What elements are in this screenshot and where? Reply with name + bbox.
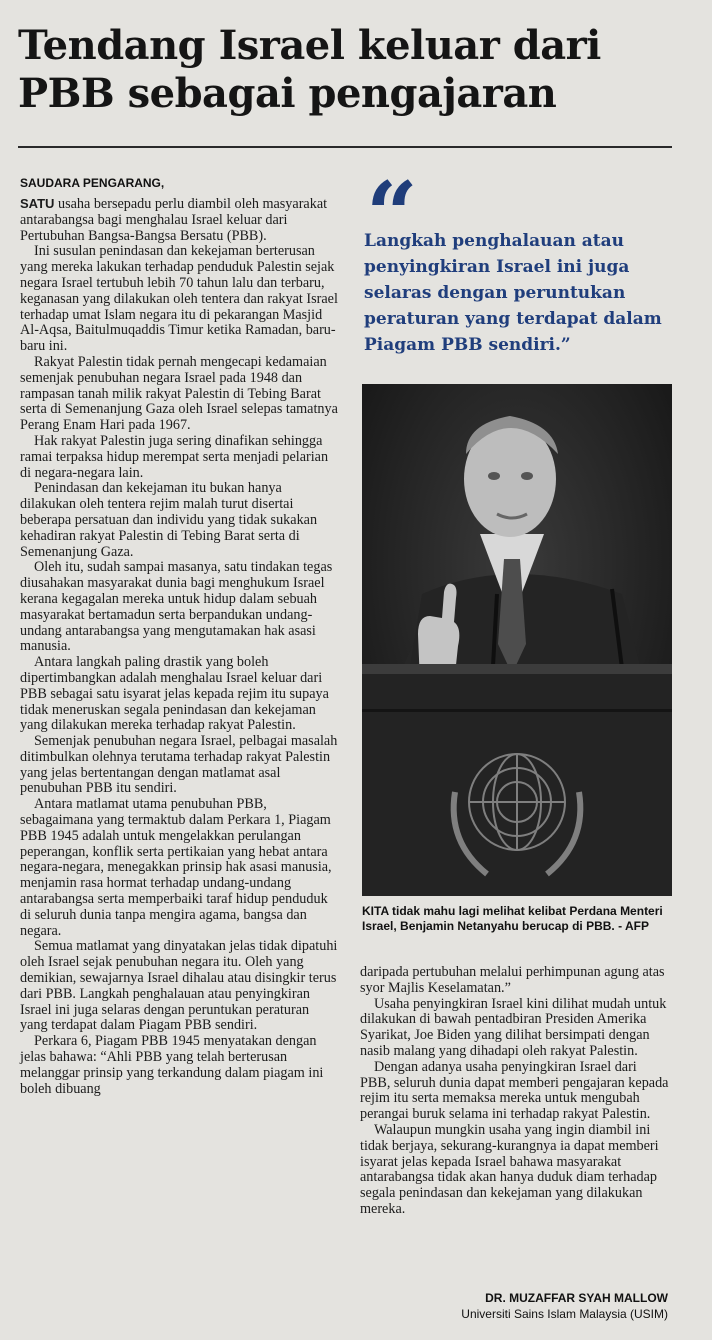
article-column-left: [20, 196, 340, 1097]
paragraph: Oleh itu, sudah sampai masanya, satu tindakan tegas diusahakan masyarakat dunia bagi menghukum Israel kerana kegagalan mereka untuk hidup dalam sebuah masyarakat bertamadun serta berpandukan undang-undang antarabangsa yang mengutamakan hak asasi manusia.: [20, 559, 333, 655]
photo-illustration: [362, 384, 672, 896]
news-photo: [362, 384, 672, 896]
paragraph: Antara matlamat utama penubuhan PBB, sebagaimana yang termaktub dalam Perkara 1, Piagam PBB 1945 adalah untuk mengelakkan perulangan peperangan, konflik serta pertikaian yang hebat antara negara-negara, menegakkan prinsip hak asasi manusia, menjamin rasa hormat terhadap undang-undang antarabangsa serta memperbaiki taraf hidup penduduk di seluruh dunia tanpa mengira agama, bangsa dan negara.: [20, 796, 332, 939]
lead-paragraph: [20, 196, 340, 244]
paragraph: Walaupun mungkin usaha yang ingin diambil ini tidak berjaya, sekurang-kurangnya ia dapat memberi isyarat jelas kepada Israel bahawa masyarakat antarabangsa tidak akan hanya duduk diam terhadap segala penindasan dan kekejaman yang dilakukan mereka.: [360, 1121, 659, 1217]
paragraph: Penindasan dan kekejaman itu bukan hanya dilakukan oleh tentera rejim malah turut disertai beberapa persatuan dan individu yang tidak sukakan kehadiran rakyat Palestin di Tebing Barat serta di Semenanjung Gaza.: [20, 480, 318, 560]
paragraph: Usaha penyingkiran Israel kini dilihat mudah untuk dilakukan di bawah pentadbiran Presiden Amerika Syarikat, Joe Biden yang dilihat bersimpati dengan nasib malang yang dihadapi oleh rakyat Palestin.: [360, 995, 667, 1059]
article-column-right: [360, 965, 670, 1218]
paragraph: Semenjak penubuhan negara Israel, pelbagai masalah ditimbulkan olehnya terutama terhadap rakyat Palestin yang jelas bertentangan dengan matlamat asal penubuhan PBB itu sendiri.: [20, 733, 338, 797]
photo-caption: KITA tidak mahu lagi melihat kelibat Perdana Menteri Israel, Benjamin Netanyahu berucap di PBB. - AFP: [362, 904, 663, 933]
paragraph: Ini susulan penindasan dan kekejaman berterusan yang mereka lakukan terhadap penduduk Palestin sejak negara Israel tertubuh lebih 70 tahun lalu dan terbaru, keganasan yang dilakukan oleh tentera dan rakyat Israel terhadap umat Islam negara itu di pekarangan Masjid Al-Aqsa, Baitulmuqaddis Timur ketika Ramadan, baru-baru ini.: [20, 243, 338, 355]
paragraph: Dengan adanya usaha penyingkiran Israel dari PBB, seluruh dunia dapat memberi pengajaran kepada rejim itu serta memaksa mereka untuk mengubah perangai buruk selama ini terhadap rakyat Palestin.: [360, 1058, 669, 1123]
headline-line-2: PBB sebagai pengajaran: [18, 70, 557, 117]
continuation-paragraph: daripada pertubuhan melalui perhimpunan agung atas syor Majlis Keselamatan.”: [360, 964, 665, 996]
author-name: DR. MUZAFFAR SYAH MALLOW: [485, 1291, 668, 1305]
author-affiliation: Universiti Sains Islam Malaysia (USIM): [461, 1307, 668, 1321]
pull-quote: Langkah penghalauan atau penyingkiran Israel ini juga selaras dengan peruntukan peraturan yang terdapat dalam Piagam PBB sendiri.”: [364, 231, 662, 355]
headline-rule: [18, 146, 672, 148]
headline-line-1: Tendang Israel keluar dari: [18, 22, 601, 69]
paragraph: Hak rakyat Palestin juga sering dinafikan sehingga ramai terpaksa hidup merempat serta menjadi pelarian di negara-negara lain.: [20, 432, 329, 481]
lead-text: usaha bersepadu perlu diambil oleh masyarakat antarabangsa bagi menghalau Israel keluar dari Pertubuhan Bangsa-Bangsa Bersatu (PBB).: [20, 196, 328, 244]
paragraph: Semua matlamat yang dinyatakan jelas tidak dipatuhi oleh Israel sejak penubuhan negara itu. Oleh yang demikian, sewajarnya Israel dihalau atau disingkir terus dari PBB. Langkah penghalauan atau penyingkiran Israel ini juga selaras dengan peruntukan peraturan yang terdapat dalam Piagam PBB sendiri.: [20, 938, 338, 1034]
lead-word: SATU: [20, 196, 55, 211]
headline: [18, 22, 678, 118]
paragraph: Perkara 6, Piagam PBB 1945 menyatakan dengan jelas bahawa: “Ahli PBB yang telah berterusan melanggar prinsip yang terkandung dalam piagam ini boleh dibuang: [20, 1033, 324, 1097]
quote-mark-icon: “: [366, 162, 418, 268]
byline: SAUDARA PENGARANG,: [20, 176, 165, 190]
paragraph: Antara langkah paling drastik yang boleh dipertimbangkan adalah menghalau Israel keluar dari PBB sebagai satu isyarat jelas kepada rejim itu supaya tidak meneruskan segala penindasan dan kekejaman yang dilakukan mereka terhadap rakyat Palestin.: [20, 654, 329, 734]
paragraph: Rakyat Palestin tidak pernah mengecapi kedamaian semenjak penubuhan negara Israel pada 1948 dan rampasan tanah milik rakyat Palestin di Tebing Barat serta di Semenanjung Gaza oleh Israel selepas tamatnya Perang Enam Hari pada 1967.: [20, 353, 338, 434]
